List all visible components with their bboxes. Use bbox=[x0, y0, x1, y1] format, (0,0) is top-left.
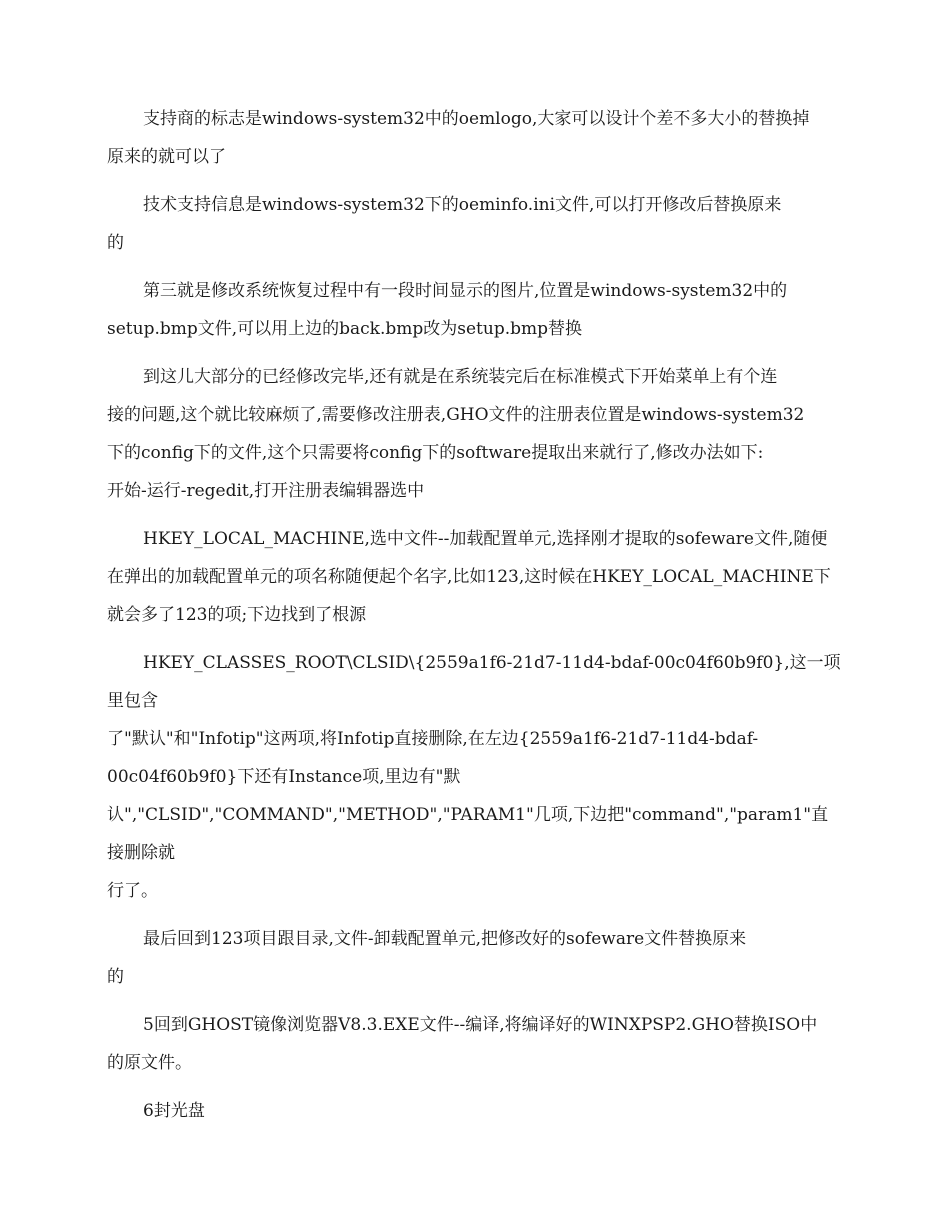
paragraph-oem-logo: 支持商的标志是windows-system32中的oemlogo,大家可以设计个差不多大小的替换掉 原来的就可以了 bbox=[107, 109, 810, 167]
paragraph-setup-bmp: 第三就是修改系统恢复过程中有一段时间显示的图片,位置是windows-system32中的 setup.bmp文件,可以用上边的back.bmp改为setup.bmp替换 bbox=[107, 281, 788, 339]
paragraph-unload-hive: 最后回到123项目跟目录,文件-卸载配置单元,把修改好的sofeware文件替换原来 的 bbox=[107, 929, 747, 987]
paragraph-load-hive: HKEY_LOCAL_MACHINE,选中文件--加载配置单元,选择刚才提取的sofeware文件,随便 在弹出的加载配置单元的项名称随便起个名字,比如123,这时候在HKEY_LOCAL_MACHINE下 就会多了123的项;下边找到了根源 bbox=[107, 529, 831, 625]
paragraph-registry-intro: 到这儿大部分的已经修改完毕,还有就是在系统装完后在标准模式下开始菜单上有个连 接的问题,这个就比较麻烦了,需要修改注册表,GHO文件的注册表位置是windows-system32 下的config下的文件,这个只需要将config下的software提取出来就行了,修改办法如下: 开始-运行-regedit,打开注册表编辑器选中 bbox=[107, 367, 805, 501]
paragraph-seal-disc: 6封光盘 bbox=[143, 1101, 205, 1121]
paragraph-oem-info: 技术支持信息是windows-system32下的oeminfo.ini文件,可以打开修改后替换原来 的 bbox=[107, 195, 782, 253]
paragraph-ghost-compile: 5回到GHOST镜像浏览器V8.3.EXE文件--编译,将编译好的WINXPSP2.GHO替换ISO中 的原文件。 bbox=[107, 1015, 818, 1073]
paragraph-clsid: HKEY_CLASSES_ROOT\CLSID\{2559a1f6-21d7-11d4-bdaf-00c04f60b9f0},这一项里包含 了"默认"和"Infotip"这两项,将Infotip直接删除,在左边{2559a1f6-21d7-11d4-bdaf- 00c04f60b9f0}下还有Instance项,里边有"默 认","CLSID","COMMAND","METHOD","PARAM1"几项,下边把"command","param1"直接删除就 行了。 bbox=[107, 653, 841, 901]
document-body bbox=[107, 100, 844, 1140]
